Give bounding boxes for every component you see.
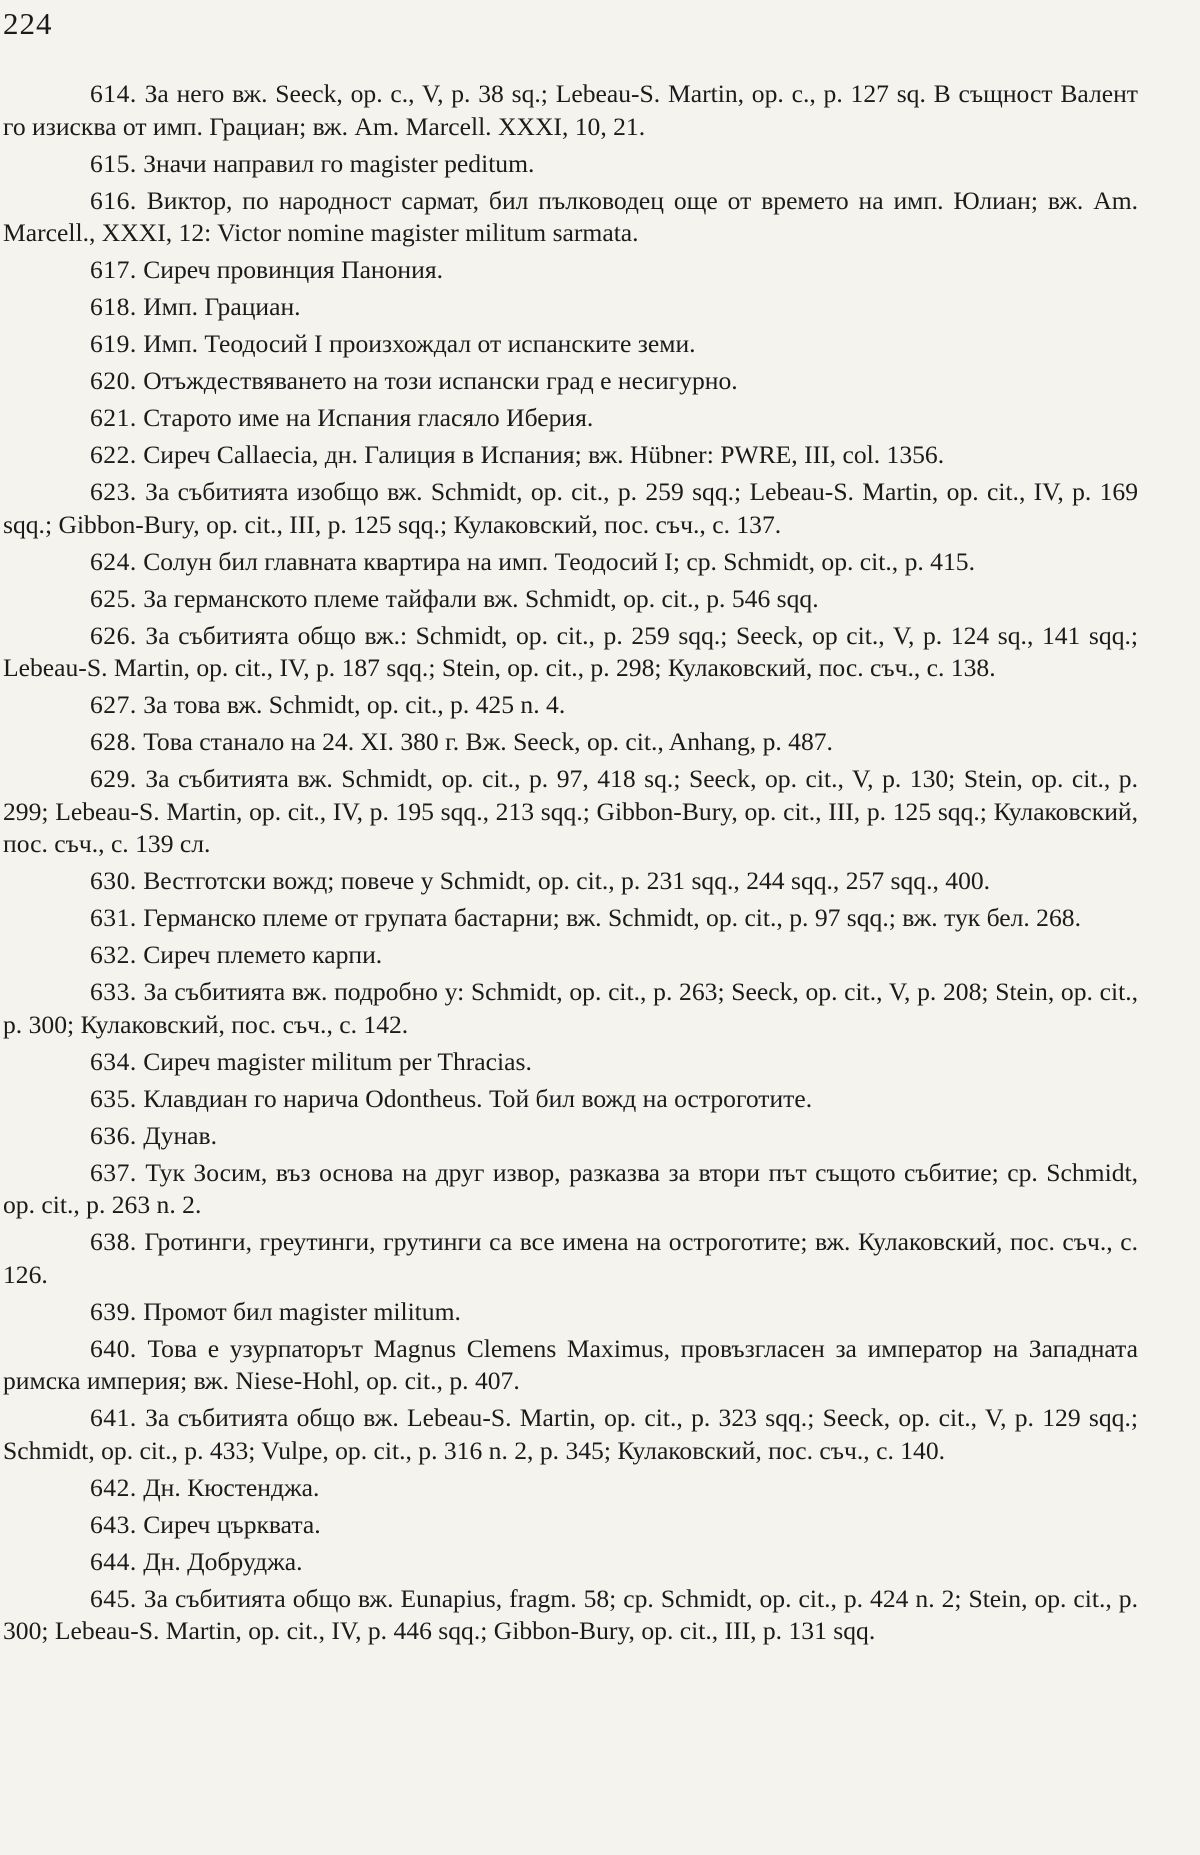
footnote-text: Промот бил magister militum. bbox=[143, 1296, 461, 1326]
footnote-number: 635. bbox=[90, 1083, 137, 1113]
footnote bbox=[3, 763, 1138, 861]
footnote-text: Германско племе от групата бастарни; вж. Schmidt, op. cit., p. 97 sqq.; вж. тук бел. 268. bbox=[143, 903, 1081, 932]
footnote-number: 640. bbox=[90, 1333, 137, 1363]
footnote bbox=[3, 1120, 1138, 1153]
footnote-text: Виктор, по народност сармат, бил пълководец още от времето на имп. Юлиан; вж. Am. Marcell., XXXI, 12: Victor nomine magister militum sarmata. bbox=[3, 185, 1138, 247]
footnote-number: 620. bbox=[90, 366, 137, 395]
footnote bbox=[3, 1509, 1138, 1542]
footnote-text: Сиреч църквата. bbox=[143, 1509, 321, 1539]
footnote-number: 638. bbox=[90, 1227, 137, 1256]
footnote-text: Това станало на 24. XI. 380 г. Вж. Seeck, op. cit., Anhang, p. 487. bbox=[143, 727, 833, 756]
footnote bbox=[3, 583, 1138, 616]
footnote-text: За събитията общо вж. Lebeau-S. Martin, op. cit., p. 323 sqq.; Seeck, op. cit., V, p. 129 sqq.; Schmidt, op. cit., p. 433; Vulpe, op. cit., p. 316 n. 2, p. 345; Кулаковский, пос. съч., с. 140. bbox=[3, 1403, 1138, 1465]
page-number: 224 bbox=[3, 6, 53, 41]
footnote-number: 614. bbox=[90, 79, 137, 108]
footnote bbox=[3, 365, 1138, 398]
footnote-number: 623. bbox=[90, 477, 137, 506]
footnote bbox=[3, 1472, 1138, 1505]
footnote-text: Сиреч провинция Панония. bbox=[143, 255, 443, 284]
footnote bbox=[3, 620, 1138, 685]
footnote-text: Значи направил го magister peditum. bbox=[143, 148, 535, 178]
footnote bbox=[3, 1226, 1138, 1291]
footnote-number: 641. bbox=[90, 1403, 137, 1432]
footnote bbox=[3, 148, 1138, 181]
footnote-text: Имп. Грациан. bbox=[143, 292, 301, 321]
footnote-number: 630. bbox=[90, 866, 137, 895]
footnote-text: Сиреч племето карпи. bbox=[143, 940, 383, 969]
footnote-text: Старото име на Испания гласяло Иберия. bbox=[143, 403, 594, 432]
footnote-text: Гротинги, греутинги, грутинги са все имена на остроготите; вж. Кулаковский, пос. съч., с. 126. bbox=[3, 1227, 1138, 1289]
footnote-text: Дн. Кюстенджа. bbox=[143, 1472, 320, 1502]
footnote-text: Сиреч Callaecia, дн. Галиция в Испания; вж. Hübner: PWRE, III, col. 1356. bbox=[143, 440, 945, 469]
footnotes-list bbox=[3, 78, 1138, 1648]
footnote bbox=[3, 1083, 1138, 1116]
footnote-number: 616. bbox=[90, 185, 137, 215]
footnote-number: 628. bbox=[90, 727, 137, 756]
footnote bbox=[3, 328, 1138, 361]
footnote bbox=[3, 976, 1138, 1041]
footnote-number: 637. bbox=[90, 1157, 137, 1187]
footnote-number: 625. bbox=[90, 583, 137, 613]
footnote-number: 643. bbox=[90, 1509, 137, 1539]
footnote bbox=[3, 902, 1138, 935]
footnote-number: 632. bbox=[90, 940, 137, 969]
footnote-number: 618. bbox=[90, 292, 137, 321]
footnote bbox=[3, 185, 1138, 250]
footnote-text: Клавдиан го нарича Odontheus. Той бил вожд на остроготите. bbox=[143, 1083, 813, 1113]
footnote bbox=[3, 865, 1138, 898]
footnote-number: 622. bbox=[90, 440, 137, 469]
footnote bbox=[3, 1583, 1138, 1648]
footnote bbox=[3, 1402, 1138, 1467]
footnote-number: 634. bbox=[90, 1046, 137, 1076]
footnote-number: 624. bbox=[90, 546, 137, 576]
footnote-number: 645. bbox=[90, 1583, 137, 1613]
footnote bbox=[3, 1046, 1138, 1079]
footnote bbox=[3, 78, 1138, 143]
footnote bbox=[3, 1157, 1138, 1222]
footnote bbox=[3, 291, 1138, 324]
footnote-text: За събитията общо вж.: Schmidt, op. cit., p. 259 sqq.; Seeck, op cit., V, p. 124 sq., 141 sqq.; Lebeau-S. Martin, op. cit., IV, p. 187 sqq.; Stein, op. cit., p. 298; Кулаковский, пос. съч., с. 138. bbox=[3, 620, 1138, 682]
footnote-text: За събитията общо вж. Eunapius, fragm. 58; ср. Schmidt, op. cit., p. 424 n. 2; Stein, op. cit., p. 300; Lebeau-S. Martin, op. cit., IV, p. 446 sqq.; Gibbon-Bury, op. cit., III, p. 131 sqq. bbox=[3, 1583, 1138, 1645]
footnote bbox=[3, 439, 1138, 472]
footnote bbox=[3, 939, 1138, 972]
footnote-text: За германското племе тайфали вж. Schmidt, op. cit., p. 546 sqq. bbox=[143, 583, 819, 613]
footnote bbox=[3, 546, 1138, 579]
footnote-number: 627. bbox=[90, 690, 137, 719]
footnote-text: Тук Зосим, въз основа на друг извор, разказва за втори път същото събитие; ср. Schmidt, op. cit., p. 263 n. 2. bbox=[3, 1157, 1139, 1219]
footnote-number: 619. bbox=[90, 329, 137, 358]
footnote-number: 631. bbox=[90, 903, 137, 932]
footnote-number: 636. bbox=[90, 1120, 137, 1150]
footnote bbox=[3, 1333, 1138, 1398]
footnote-text: За него вж. Seeck, op. c., V, p. 38 sq.; Lebeau-S. Martin, op. c., p. 127 sq. В същност Валент го изисква от имп. Грациан; вж. Am. Marcell. XXXI, 10, 21. bbox=[3, 79, 1138, 141]
footnote-text: За събитията вж. Schmidt, op. cit., p. 97, 418 sq.; Seeck, op. cit., V, p. 130; Stein, op. cit., p. 299; Lebeau-S. Martin, op. cit., IV, p. 195 sqq., 213 sqq.; Gibbon-Bury, op. cit., III, p. 125 sqq.; Кулаковский, пос. съч., с. 139 сл. bbox=[3, 764, 1138, 858]
footnote-text: Имп. Теодосий I произхождал от испанските земи. bbox=[143, 329, 696, 358]
footnote-text: За събитията изобщо вж. Schmidt, op. cit., p. 259 sqq.; Lebeau-S. Martin, op. cit., IV, p. 169 sqq.; Gibbon-Bury, op. cit., III, p. 125 sqq.; Кулаковский, пос. съч., с. 137. bbox=[3, 477, 1138, 539]
footnote-number: 629. bbox=[90, 764, 137, 793]
footnote-text: Сиреч magister militum per Thracias. bbox=[143, 1046, 532, 1076]
footnote-text: Отъждествяването на този испански град е несигурно. bbox=[143, 366, 738, 395]
footnote bbox=[3, 402, 1138, 435]
footnote bbox=[3, 689, 1138, 722]
footnote bbox=[3, 1546, 1138, 1579]
footnote-number: 642. bbox=[90, 1472, 137, 1502]
footnote-number: 617. bbox=[90, 255, 137, 284]
footnote bbox=[3, 476, 1138, 541]
footnote-text: За това вж. Schmidt, op. cit., p. 425 n. 4. bbox=[143, 690, 566, 719]
footnote-text: Дн. Добруджа. bbox=[143, 1546, 303, 1576]
footnote-number: 639. bbox=[90, 1296, 137, 1326]
footnote bbox=[3, 254, 1138, 287]
footnote-text: Солун бил главната квартира на имп. Теодосий I; ср. Schmidt, op. cit., p. 415. bbox=[143, 546, 975, 576]
footnote-number: 621. bbox=[90, 403, 137, 432]
footnote bbox=[3, 1296, 1138, 1329]
footnote-text: Вестготски вожд; повече у Schmidt, op. cit., p. 231 sqq., 244 sqq., 257 sqq., 400. bbox=[143, 866, 991, 895]
footnote-text: Дунав. bbox=[143, 1120, 217, 1150]
footnote-number: 644. bbox=[90, 1546, 137, 1576]
footnote bbox=[3, 726, 1138, 759]
footnote-number: 615. bbox=[90, 148, 137, 178]
footnote-text: За събитията вж. подробно у: Schmidt, op. cit., p. 263; Seeck, op. cit., V, p. 208; Stein, op. cit., p. 300; Кулаковский, пос. съч., с. 142. bbox=[3, 977, 1139, 1039]
footnote-number: 626. bbox=[90, 620, 137, 650]
footnote-text: Това е узурпаторът Magnus Clemens Maximus, провъзгласен за император на Западната римска империя; вж. Niese-Hohl, op. cit., p. 407. bbox=[3, 1333, 1138, 1395]
footnote-number: 633. bbox=[90, 977, 137, 1006]
